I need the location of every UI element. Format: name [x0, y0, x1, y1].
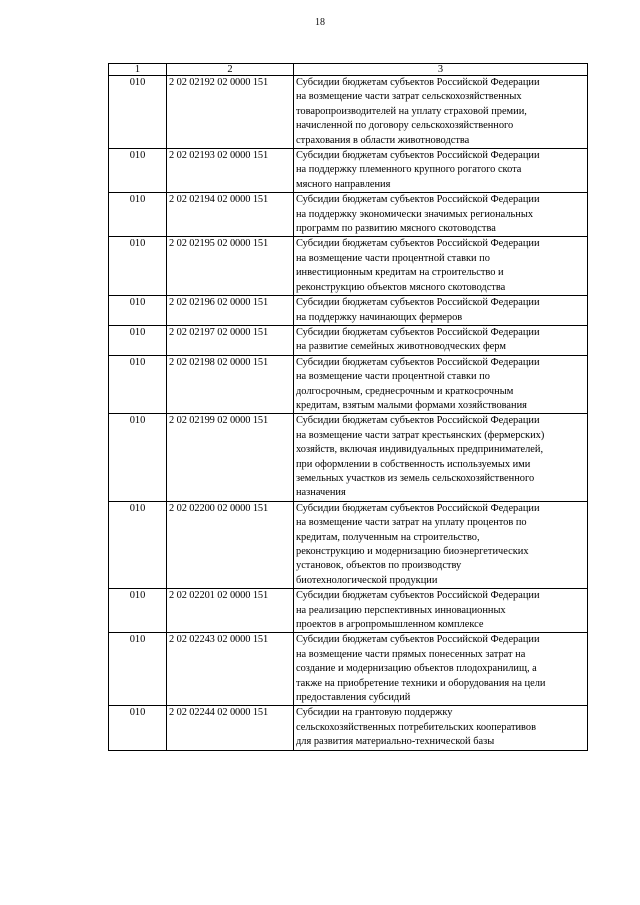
- revenue-name-line: на возмещение части затрат на уплату процентов по: [296, 517, 527, 529]
- revenue-name-line: кредитам, полученным на строительство,: [296, 531, 480, 543]
- table-row: [109, 193, 588, 237]
- revenue-name-cell: [294, 237, 588, 296]
- budget-code-cell: 2 02 02197 02 0000 151: [167, 325, 294, 355]
- revenue-name-line: земельных участков из земель сельскохозяйственного: [296, 472, 535, 484]
- table-row: [109, 589, 588, 633]
- revenue-name-line: при оформлении в собственность используемых ими: [296, 458, 531, 470]
- table-row: [109, 633, 588, 706]
- budget-classification-table: [108, 63, 588, 751]
- column-header-admin: 1: [109, 64, 167, 76]
- revenue-name-line: Субсидии бюджетам субъектов Российской Федерации: [296, 238, 540, 250]
- budget-code-cell: 2 02 02199 02 0000 151: [167, 414, 294, 501]
- revenue-name-line: мясного направления: [296, 178, 391, 190]
- table-row: [109, 325, 588, 355]
- table-body: [109, 76, 588, 751]
- revenue-name-line: на поддержку племенного крупного рогатого скота: [296, 164, 522, 176]
- admin-code-cell: 010: [109, 149, 167, 193]
- admin-code-cell: 010: [109, 76, 167, 149]
- table-row: [109, 501, 588, 588]
- budget-code-cell: 2 02 02198 02 0000 151: [167, 355, 294, 414]
- table-row: [109, 355, 588, 414]
- revenue-name-line: на поддержку экономически значимых региональных: [296, 208, 534, 220]
- revenue-name-line: на развитие семейных животноводческих ферм: [296, 341, 506, 353]
- revenue-name-cell: [294, 633, 588, 706]
- revenue-name-line: на возмещение части прямых понесенных затрат на: [296, 648, 526, 660]
- admin-code-cell: 010: [109, 237, 167, 296]
- table-row: [109, 149, 588, 193]
- table-row: [109, 237, 588, 296]
- revenue-name-line: Субсидии бюджетам субъектов Российской Федерации: [296, 634, 540, 646]
- revenue-name-line: на возмещение части процентной ставки по: [296, 371, 490, 383]
- revenue-name-line: Субсидии бюджетам субъектов Российской Федерации: [296, 356, 540, 368]
- revenue-name-line: предоставления субсидий: [296, 692, 411, 704]
- table-row: [109, 414, 588, 501]
- revenue-name-cell: [294, 589, 588, 633]
- admin-code-cell: 010: [109, 414, 167, 501]
- admin-code-cell: 010: [109, 296, 167, 326]
- revenue-name-line: сельскохозяйственных потребительских кооперативов: [296, 721, 536, 733]
- admin-code-cell: 010: [109, 706, 167, 750]
- table-header-row: [109, 64, 588, 76]
- revenue-name-line: реконструкцию объектов мясного скотоводства: [296, 281, 506, 293]
- revenue-name-line: начисленной по договору сельскохозяйственного: [296, 120, 514, 132]
- budget-code-cell: 2 02 02200 02 0000 151: [167, 501, 294, 588]
- budget-code-cell: 2 02 02193 02 0000 151: [167, 149, 294, 193]
- admin-code-cell: 010: [109, 501, 167, 588]
- revenue-name-line: Субсидии на грантовую поддержку: [296, 707, 453, 719]
- revenue-name-cell: [294, 706, 588, 750]
- revenue-name-line: проектов в агропромышленном комплексе: [296, 619, 484, 631]
- revenue-name-line: инвестиционным кредитам на строительство и: [296, 267, 504, 279]
- revenue-name-line: на возмещение части затрат крестьянских (фермерских): [296, 429, 545, 441]
- column-header-code: 2: [167, 64, 294, 76]
- revenue-name-line: биотехнологической продукции: [296, 574, 438, 586]
- revenue-name-cell: [294, 76, 588, 149]
- revenue-name-line: кредитам, взятым малыми формами хозяйствования: [296, 399, 527, 411]
- admin-code-cell: 010: [109, 633, 167, 706]
- budget-code-cell: 2 02 02201 02 0000 151: [167, 589, 294, 633]
- revenue-name-line: Субсидии бюджетам субъектов Российской Федерации: [296, 326, 540, 338]
- revenue-name-line: Субсидии бюджетам субъектов Российской Федерации: [296, 150, 540, 162]
- revenue-name-line: на возмещение части процентной ставки по: [296, 252, 490, 264]
- revenue-name-cell: [294, 414, 588, 501]
- revenue-name-line: хозяйств, включая индивидуальных предпринимателей,: [296, 444, 544, 456]
- budget-code-cell: 2 02 02195 02 0000 151: [167, 237, 294, 296]
- table-row: [109, 706, 588, 750]
- revenue-name-line: реконструкцию и модернизацию биоэнергетических: [296, 546, 529, 557]
- revenue-name-line: установок, объектов по производству: [296, 560, 462, 572]
- budget-code-cell: 2 02 02243 02 0000 151: [167, 633, 294, 706]
- revenue-name-line: Субсидии бюджетам субъектов Российской Федерации: [296, 194, 540, 206]
- revenue-name-line: программ по развитию мясного скотоводства: [296, 223, 496, 235]
- revenue-name-cell: [294, 325, 588, 355]
- revenue-name-line: долгосрочным, среднесрочным и краткосрочным: [296, 385, 514, 397]
- table-row: [109, 296, 588, 326]
- revenue-name-cell: [294, 501, 588, 588]
- table-row: [109, 76, 588, 149]
- revenue-name-line: Субсидии бюджетам субъектов Российской Федерации: [296, 77, 540, 88]
- revenue-name-line: для развития материально-технической базы: [296, 736, 495, 748]
- revenue-name-line: Субсидии бюджетам субъектов Российской Федерации: [296, 590, 540, 602]
- budget-code-cell: 2 02 02244 02 0000 151: [167, 706, 294, 750]
- revenue-name-line: страхования в области животноводства: [296, 134, 470, 146]
- admin-code-cell: 010: [109, 325, 167, 355]
- revenue-name-line: создание и модернизацию объектов плодохранилищ, а: [296, 663, 537, 675]
- revenue-name-line: Субсидии бюджетам субъектов Российской Федерации: [296, 297, 540, 309]
- revenue-name-line: назначения: [296, 487, 346, 499]
- admin-code-cell: 010: [109, 355, 167, 414]
- budget-code-cell: 2 02 02196 02 0000 151: [167, 296, 294, 326]
- revenue-name-line: также на приобретение техники и оборудования на цели: [296, 677, 546, 689]
- revenue-name-cell: [294, 193, 588, 237]
- revenue-name-cell: [294, 296, 588, 326]
- revenue-name-cell: [294, 149, 588, 193]
- budget-code-cell: 2 02 02192 02 0000 151: [167, 76, 294, 149]
- revenue-name-line: Субсидии бюджетам субъектов Российской Федерации: [296, 415, 540, 427]
- revenue-name-line: Субсидии бюджетам субъектов Российской Федерации: [296, 502, 540, 514]
- admin-code-cell: 010: [109, 193, 167, 237]
- revenue-name-line: на реализацию перспективных инновационных: [296, 604, 506, 616]
- budget-code-cell: 2 02 02194 02 0000 151: [167, 193, 294, 237]
- revenue-name-cell: [294, 355, 588, 414]
- revenue-name-line: на возмещение части затрат сельскохозяйственных: [296, 91, 522, 103]
- admin-code-cell: 010: [109, 589, 167, 633]
- revenue-name-line: товаропроизводителей на уплату страховой премии,: [296, 105, 527, 117]
- page-number: 18: [315, 17, 325, 28]
- column-header-name: 3: [294, 64, 588, 76]
- revenue-name-line: на поддержку начинающих фермеров: [296, 311, 463, 323]
